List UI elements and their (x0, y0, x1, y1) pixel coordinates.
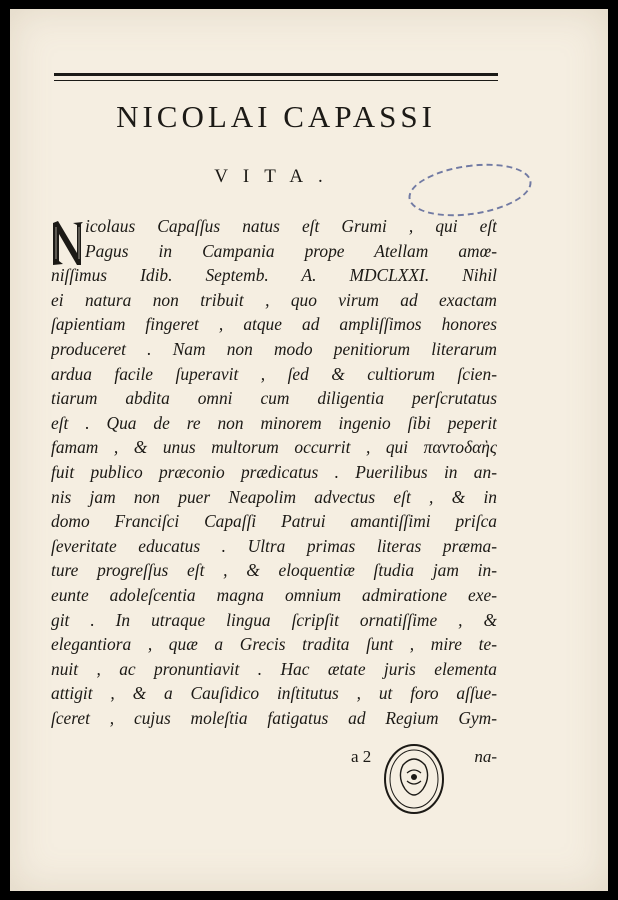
text-line: fuit publico præconio prædicatus . Puerilibus in an- (51, 461, 497, 482)
header-rule-thin (54, 80, 498, 81)
header-rule (54, 73, 498, 76)
page-subtitle: VITA. (214, 166, 338, 187)
catchword: na- (474, 747, 497, 766)
text-line: produceret . Nam non modo penitiorum literarum (51, 338, 497, 359)
book-page (10, 9, 608, 891)
text-line: niſſimus Idib. Septemb. A. MDCLXXI. Nihil (51, 265, 497, 286)
biography-text (51, 214, 497, 730)
text-line: tiarum abdita omni cum diligentia perſcrutatus (51, 388, 497, 409)
text-line: ſeveritate educatus . Ultra primas literas præma- (51, 535, 497, 556)
text-line: ardua facile ſuperavit , ſed & cultiorum ſcien- (51, 363, 497, 384)
text-line: ture progreſſus eſt , & eloquentiæ ſtudia jam in- (51, 560, 497, 581)
text-line: eunte adoleſcentia magna omnium admiratione exe- (51, 584, 497, 605)
text-line: domo Franciſci Capaſſi Patrui amantiſſimi priſca (51, 511, 497, 532)
text-line: eſt . Qua de re non minorem ingenio ſibi peperit (51, 412, 497, 433)
text-line: ſapientiam fingeret , atque ad ampliſſimos honores (51, 314, 497, 335)
text-line: git . In utraque lingua ſcripſit ornatiſſime , & (51, 609, 497, 630)
text-line: nuit , ac pronuntiavit . Hac ætate juris elementa (51, 658, 497, 679)
signature-mark: a 2 (351, 747, 372, 766)
library-seal-icon (383, 743, 445, 815)
text-line: icolaus Capaſſus natus eſt Grumi , qui eſt (85, 216, 497, 236)
text-line: nis jam non puer Neapolim advectus eſt , & in (51, 486, 497, 507)
text-line: elegantiora , quæ a Grecis tradita ſunt , mire te- (51, 634, 497, 655)
text-line: Pagus in Campania prope Atellam amœ- (85, 240, 497, 261)
text-line: ſceret , cujus moleſtia fatigatus ad Regium Gym- (51, 707, 497, 728)
page-title: NICOLAI CAPASSI (116, 99, 436, 134)
text-line: famam , & unus multorum occurrit , qui παντοδαὴς (51, 437, 497, 458)
text-line: attigit , & a Cauſidico inſtitutus , ut foro aſſue- (51, 683, 497, 704)
text-line: ei natura non tribuit , quo virum ad exactam (51, 289, 497, 310)
